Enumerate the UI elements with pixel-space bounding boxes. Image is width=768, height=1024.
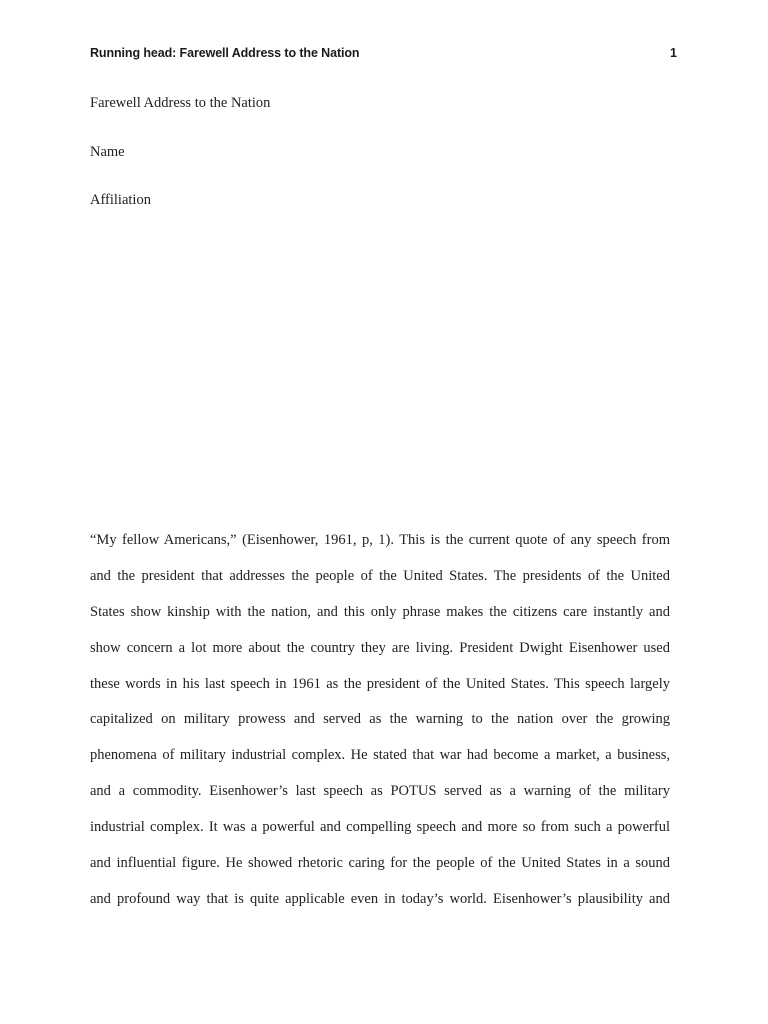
body-line: “My fellow Americans,” (Eisenhower, 1961, p, 1). This is the current quote of any speech from <box>90 532 670 548</box>
body-line: show concern a lot more about the country they are living. President Dwight Eisenhower used <box>90 639 670 656</box>
page-number: 1 <box>670 46 677 60</box>
body-line: industrial complex. It was a powerful and compelling speech and more so from such a powerful <box>90 819 670 836</box>
title-block <box>90 93 270 239</box>
running-head: Running head: Farewell Address to the Nation <box>90 46 360 60</box>
author-affiliation: Affiliation <box>90 192 151 208</box>
body-line: and influential figure. He showed rhetoric caring for the people of the United States in a sound <box>90 855 670 872</box>
body-line: States show kinship with the nation, and this only phrase makes the citizens care instantly and <box>90 603 670 620</box>
document-title: Farewell Address to the Nation <box>90 95 271 111</box>
body-line: and a commodity. Eisenhower’s last speech as POTUS served as a warning of the military <box>90 783 670 800</box>
body-line: these words in his last speech in 1961 as the president of the United States. This speech largely <box>90 675 670 692</box>
body-line: and the president that addresses the people of the United States. The presidents of the United <box>90 567 670 584</box>
body-line: and profound way that is quite applicable even in today’s world. Eisenhower’s plausibility and <box>90 890 670 907</box>
body-paragraph <box>90 529 670 924</box>
body-line: capitalized on military prowess and served as the warning to the nation over the growing <box>90 711 670 728</box>
author-name: Name <box>90 143 125 160</box>
body-line: phenomena of military industrial complex. He stated that war had become a market, a business, <box>90 747 670 764</box>
